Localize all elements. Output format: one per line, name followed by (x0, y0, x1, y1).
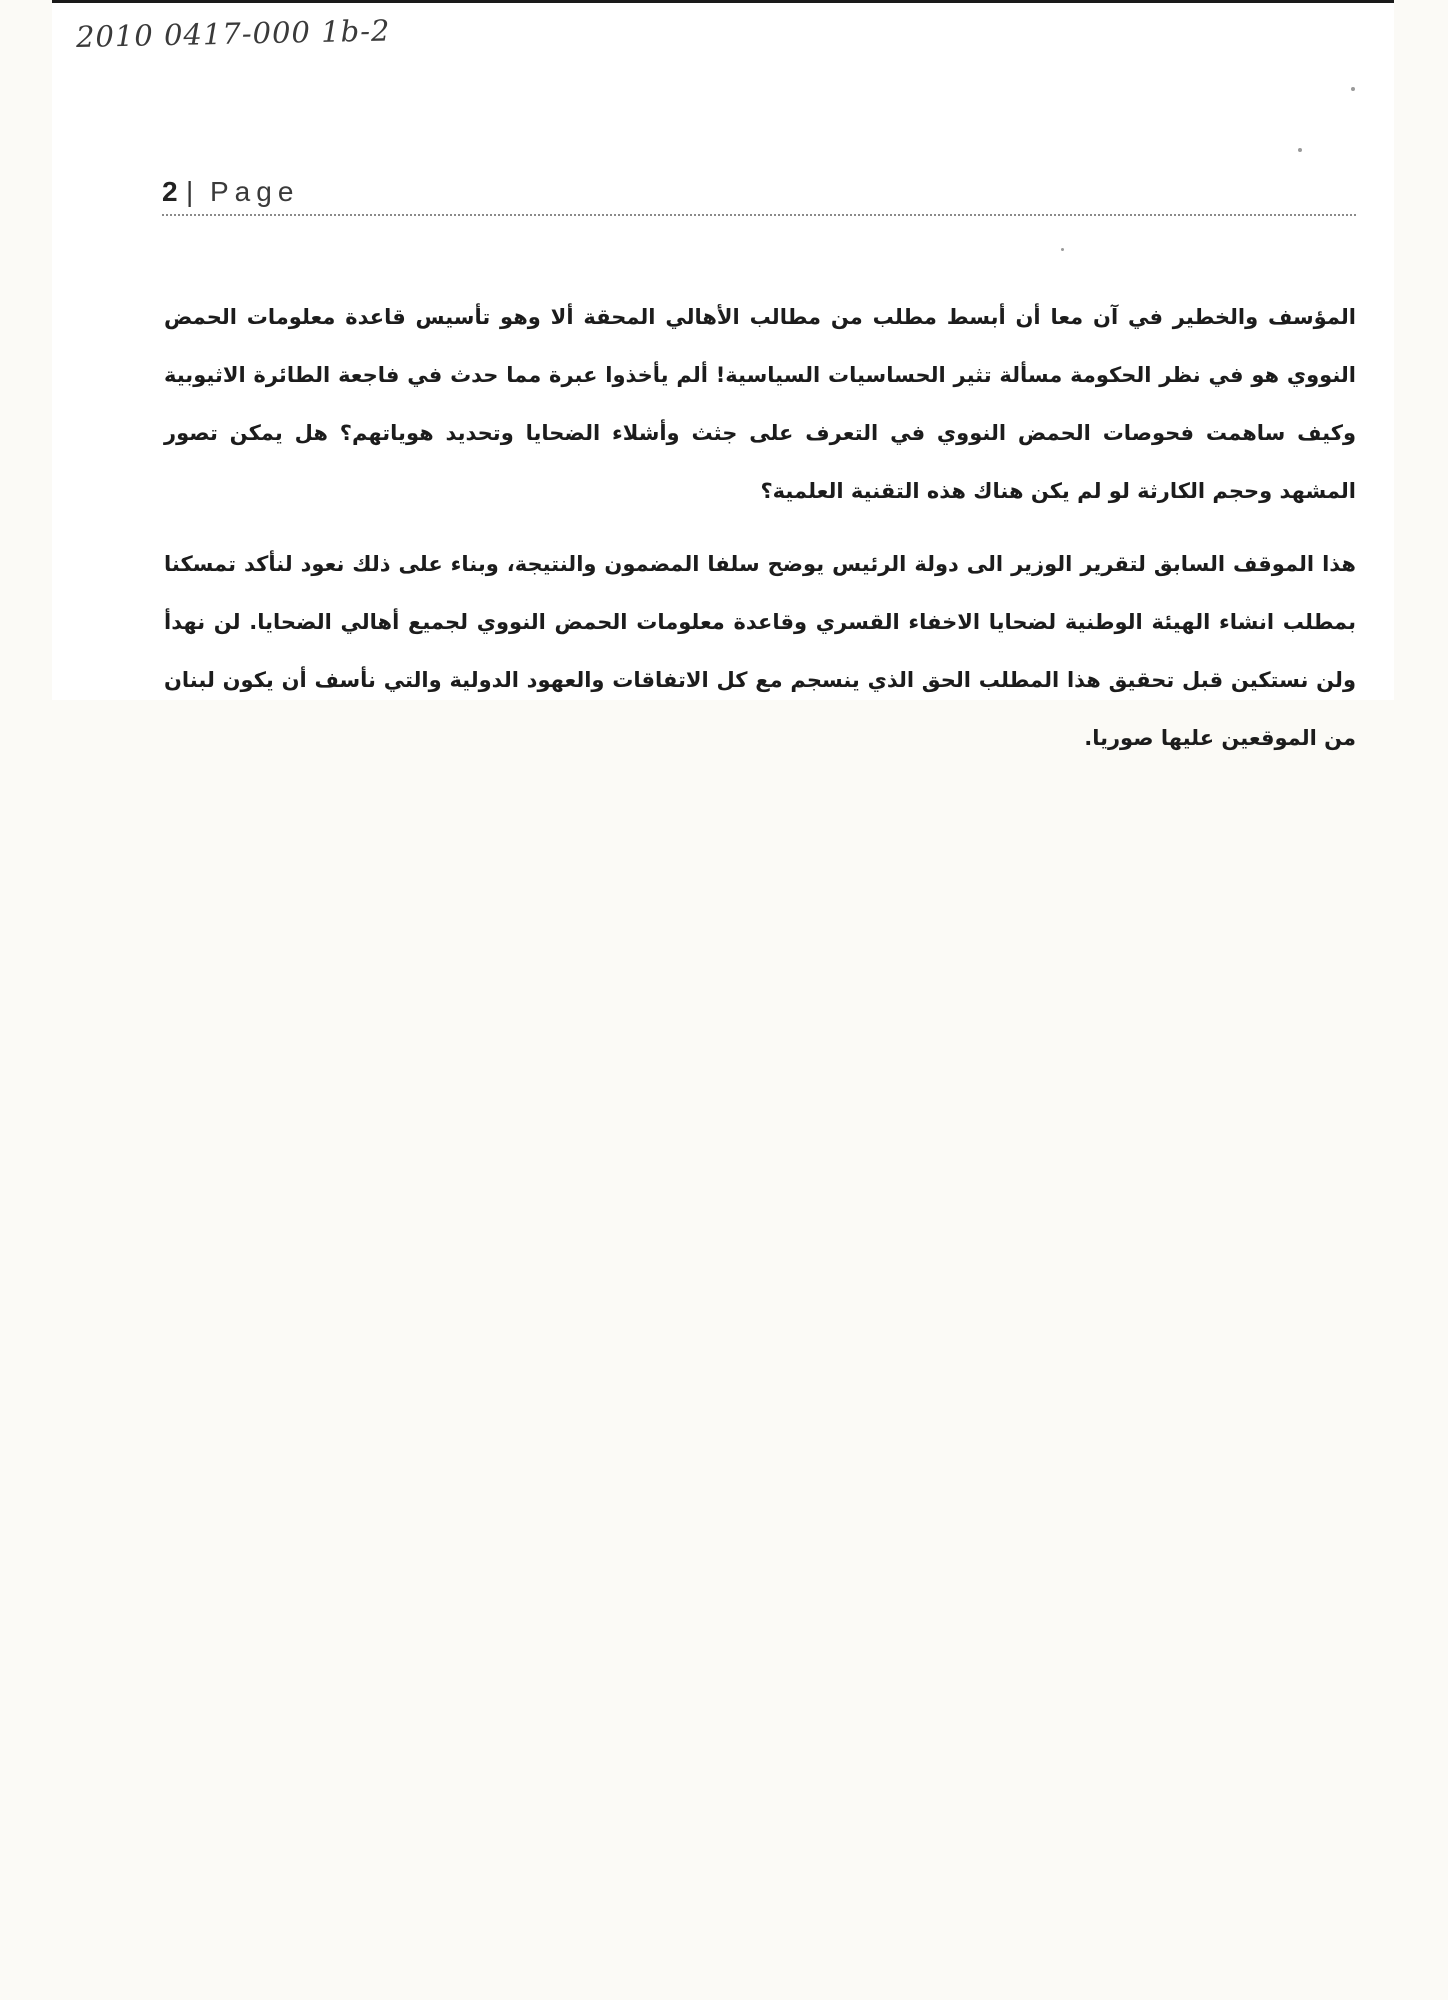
body-paragraph: المؤسف والخطير في آن معا أن أبسط مطلب من مطالب الأهالي المحقة ألا وهو تأسيس قاعدة معلومات الحمض النووي هو في نظر الحكومة مسألة تثير الحساسيات السياسية! ألم يأخذوا عبرة مما حدث في فاجعة الطائرة الاثيوبية وكيف ساهمت فحوصات الحمض النووي في التعرف على جثث وأشلاء الضحايا وتحديد هوياتهم؟ هل يمكن تصور المشهد وحجم الكارثة لو لم يكن هناك هذه التقنية العلمية؟ (164, 305, 1356, 503)
page-label: Page (210, 176, 300, 207)
scan-speck (1351, 87, 1355, 91)
scan-speck (1298, 148, 1302, 152)
body-paragraph: هذا الموقف السابق لتقرير الوزير الى دولة الرئيس يوضح سلفا المضمون والنتيجة، وبناء على ذلك نعود لنأكد تمسكنا بمطلب انشاء الهيئة الوطنية لضحايا الاخفاء القسري وقاعدة معلومات الحمض النووي لجميع أهالي الضحايا. لن نهدأ ولن نستكين قبل تحقيق هذا المطلب الحق الذي ينسجم مع كل الاتفاقات والعهود الدولية والتي نأسف أن يكون لبنان من الموقعين عليها صوريا. (164, 552, 1356, 750)
page-header (162, 172, 1356, 216)
scan-speck (1061, 248, 1064, 251)
page-separator: | (186, 176, 194, 207)
handwritten-reference-number: 2010 0417-000 1b-2 (75, 13, 391, 54)
page-number: 2 (162, 176, 178, 207)
